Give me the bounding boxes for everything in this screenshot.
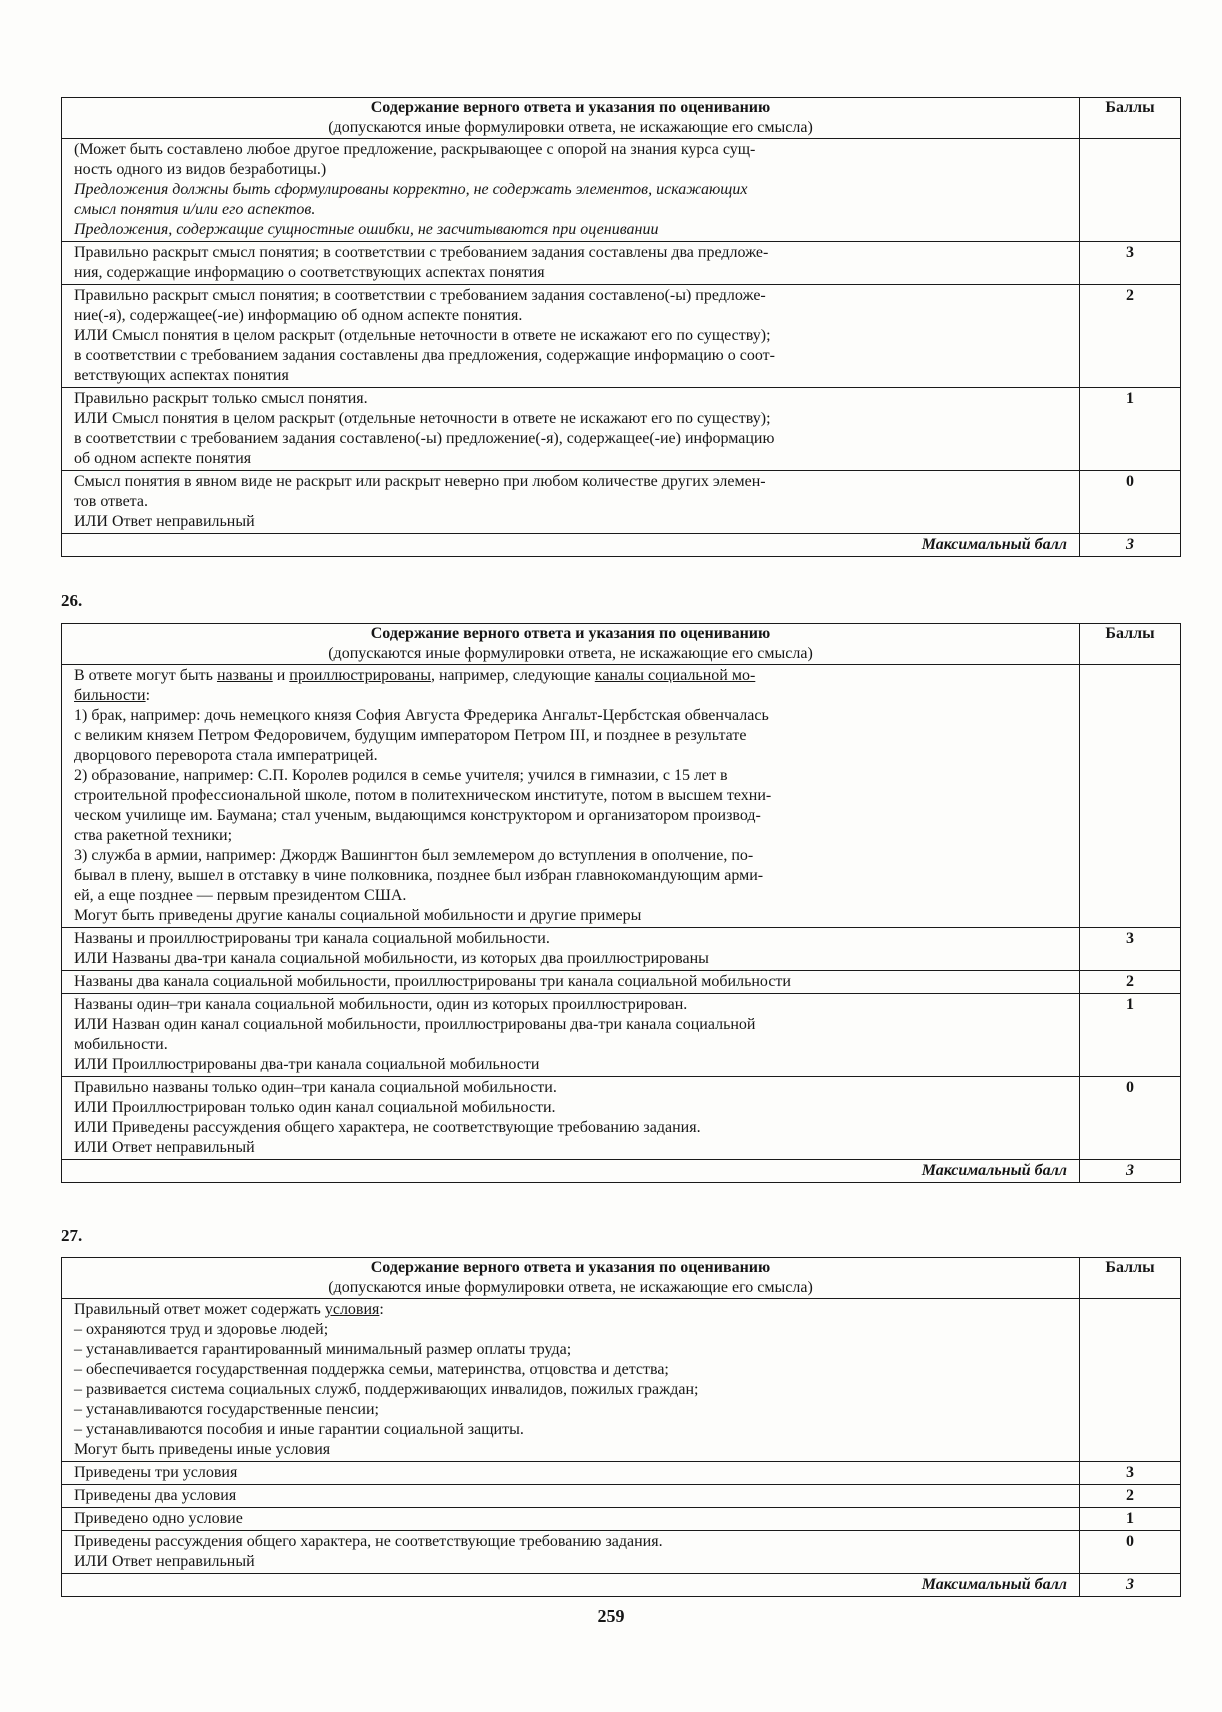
criterion-row: Приведено одно условие 1	[62, 1508, 1181, 1531]
score-cell: 2	[1080, 285, 1181, 388]
criterion-row: Приведены два условия 2	[62, 1485, 1181, 1508]
header-content-cell	[62, 98, 1080, 139]
max-score-value: 3	[1080, 534, 1181, 557]
score-cell: 1	[1080, 994, 1181, 1077]
header-points: Баллы	[1080, 624, 1181, 665]
intro-italic-line: Предложения, содержащие сущностные ошибки, не засчитываются при оценивании	[74, 221, 659, 238]
header-title: Содержание верного ответа и указания по оцениванию	[370, 1259, 771, 1276]
max-score-label: Максимальный балл	[62, 534, 1080, 557]
task-number-26: 26.	[61, 591, 83, 610]
score-cell: 0	[1080, 471, 1181, 534]
page-number: 259	[597, 1606, 625, 1626]
score-cell: 1	[1080, 1508, 1181, 1531]
criterion-row: Приведены три условия 3	[62, 1462, 1181, 1485]
header-subtitle: (допускаются иные формулировки ответа, не искажающие его смысла)	[328, 645, 813, 662]
max-score-row	[62, 1574, 1181, 1597]
header-subtitle: (допускаются иные формулировки ответа, не искажающие его смысла)	[328, 119, 813, 136]
max-score-label: Максимальный балл	[62, 1574, 1080, 1597]
criterion-row: Правильно раскрыт смысл понятия; в соответствии с требованием задания составлены два предложе- ния, содержащие информацию о соответствующих аспектах понятия 3	[62, 242, 1181, 285]
score-cell: 3	[1080, 242, 1181, 285]
criterion-row: Названы один–три канала социальной мобильности, один из которых проиллюстрирован. ИЛИ Назван один канал социальной мобильности, проиллюстрированы два-три канала социальной мобильности. ИЛИ Проиллюстрированы два-три канала социальной мобильности 1	[62, 994, 1181, 1077]
intro-row	[62, 139, 1181, 242]
intro-line: (Может быть составлено любое другое предложение, раскрывающее с опорой на знания курса сущ-	[74, 141, 756, 158]
max-score-row	[62, 534, 1181, 557]
header-points: Баллы	[1080, 1258, 1181, 1299]
intro-row: В ответе могут быть названы и проиллюстрированы, например, следующие каналы социальной мо- бильности: 1) брак, например: дочь немецкого князя София Августа Фредерика Ангальт-Цербстская обвенчалась с великим князем Петром Федоровичем, будущим императором Петром III, и позднее в результате дворцового переворота стала императрицей. 2) образование, например: С.П. Королев родился в семье учителя; учился в гимназии, с 15 лет в строительной профессиональной школе, потом в политехническом институте, потом в высшем техни- ческом училище им. Баумана; стал ученым, выдающимся конструктором и организатором производ- ства ракетной техники; 3) служба в армии, например: Джордж Вашингтон был землемером до вступления в ополчение, по- бывал в плену, вышел в отставку в чине полковника, позднее был избран главнокомандующим арми- ей, а еще позднее — первым президентом США. Могут быть приведены другие каналы социальной мобильности и другие примеры	[62, 665, 1181, 928]
score-cell: 0	[1080, 1531, 1181, 1574]
max-score-value: 3	[1080, 1574, 1181, 1597]
intro-row: Правильный ответ может содержать условия: – охраняются труд и здоровье людей; – устанавливается гарантированный минимальный размер оплаты труда; – обеспечивается государственная поддержка семьи, материнства, отцовства и детства; – развивается система социальных служб, поддерживающих инвалидов, пожилых граждан; – устанавливаются государственные пенсии; – устанавливаются пособия и иные гарантии социальной защиты. Могут быть приведены иные условия	[62, 1299, 1181, 1462]
header-subtitle: (допускаются иные формулировки ответа, не искажающие его смысла)	[328, 1279, 813, 1296]
header-title: Содержание верного ответа и указания по оцениванию	[370, 99, 771, 116]
scoring-table-25	[61, 97, 1181, 557]
criterion-row: Смысл понятия в явном виде не раскрыт или раскрыт неверно при любом количестве других элемен- тов ответа. ИЛИ Ответ неправильный 0	[62, 471, 1181, 534]
score-cell: 2	[1080, 1485, 1181, 1508]
criterion-row: Правильно названы только один–три канала социальной мобильности. ИЛИ Проиллюстрирован только один канал социальной мобильности. ИЛИ Приведены рассуждения общего характера, не соответствующие требованию задания. ИЛИ Ответ неправильный 0	[62, 1077, 1181, 1160]
intro-line: ность одного из видов безработицы.)	[74, 161, 327, 178]
criterion-row: Правильно раскрыт смысл понятия; в соответствии с требованием задания составлено(-ы) предложе- ние(-я), содержащее(-ие) информацию об одном аспекте понятия. ИЛИ Смысл понятия в целом раскрыт (отдельные неточности в ответе не искажают его по существу); в соответствии с требованием задания составлены два предложения, содержащие информацию о соот- ветствующих аспектах понятия 2	[62, 285, 1181, 388]
criterion-row: Правильно раскрыт только смысл понятия. ИЛИ Смысл понятия в целом раскрыт (отдельные неточности в ответе не искажают его по существу); в соответствии с требованием задания составлено(-ы) предложение(-я), содержащее(-ие) информацию об одном аспекте понятия 1	[62, 388, 1181, 471]
score-cell: 3	[1080, 928, 1181, 971]
max-score-value: 3	[1080, 1160, 1181, 1183]
table-header	[62, 624, 1181, 665]
criterion-row: Приведены рассуждения общего характера, не соответствующие требованию задания. ИЛИ Ответ неправильный 0	[62, 1531, 1181, 1574]
max-score-row	[62, 1160, 1181, 1183]
task-number-27: 27.	[61, 1226, 83, 1245]
scoring-table-27	[61, 1257, 1181, 1597]
score-cell: 1	[1080, 388, 1181, 471]
max-score-label: Максимальный балл	[62, 1160, 1080, 1183]
intro-italic-line: Предложения должны быть сформулированы корректно, не содержать элементов, искажающих	[74, 181, 748, 198]
score-cell: 0	[1080, 1077, 1181, 1160]
intro-italic-line: смысл понятия и/или его аспектов.	[74, 201, 316, 218]
criterion-row: Названы два канала социальной мобильности, проиллюстрированы три канала социальной мобильности 2	[62, 971, 1181, 994]
table-header	[62, 98, 1181, 139]
intro-line: В ответе могут быть названы и проиллюстрированы, например, следующие каналы социальной мо-	[74, 667, 756, 684]
score-cell: 3	[1080, 1462, 1181, 1485]
scoring-table-26	[61, 623, 1181, 1183]
table-header	[62, 1258, 1181, 1299]
header-title: Содержание верного ответа и указания по оцениванию	[370, 625, 771, 642]
header-points: Баллы	[1080, 98, 1181, 139]
score-cell: 2	[1080, 971, 1181, 994]
criterion-row: Названы и проиллюстрированы три канала социальной мобильности. ИЛИ Названы два-три канала социальной мобильности, из которых два проиллюстрированы 3	[62, 928, 1181, 971]
